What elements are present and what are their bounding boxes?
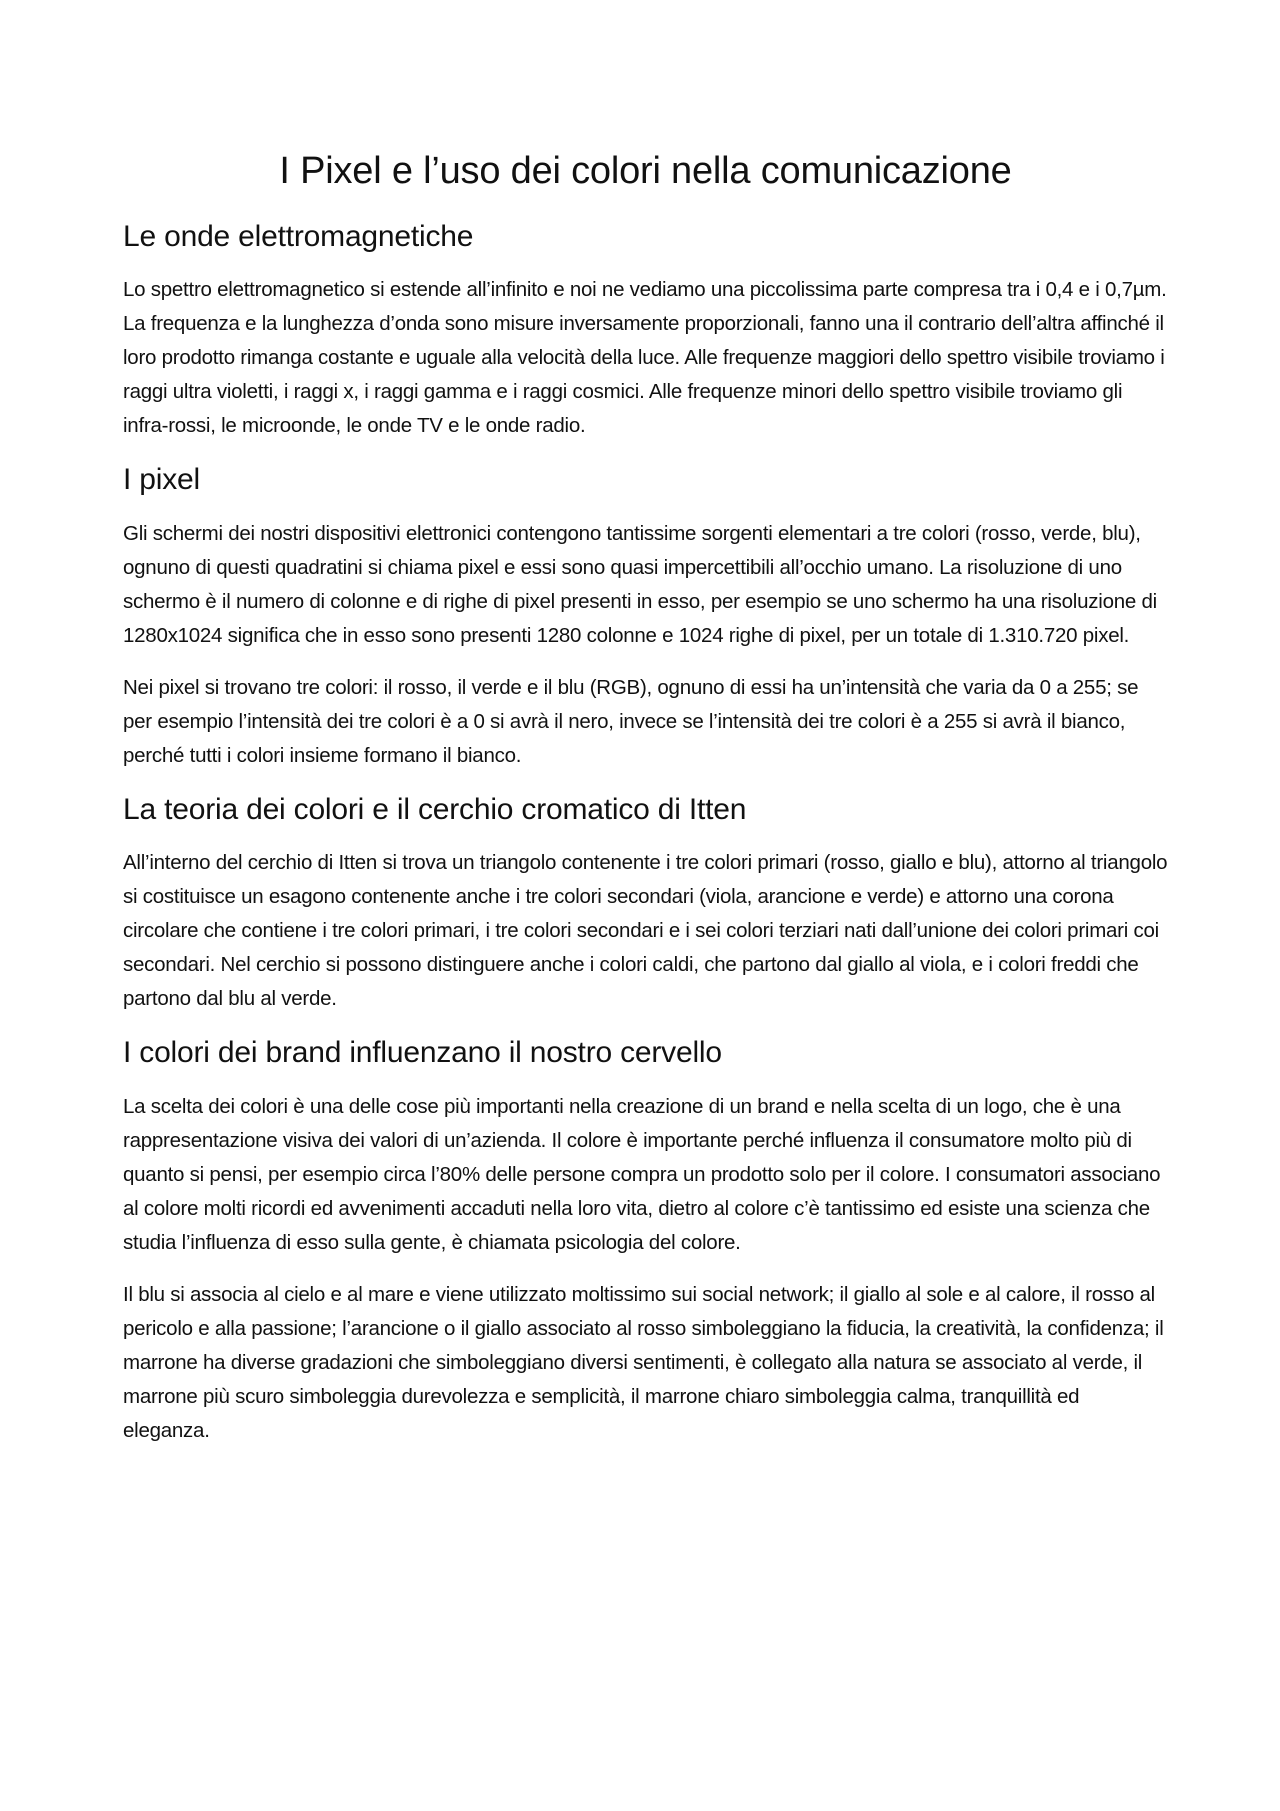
paragraph: Nei pixel si trovano tre colori: il rosso, il verde e il blu (RGB), ognuno di essi ha un’intensità che varia da 0 a 255; se per esempio l’intensità dei tre colori è a 0 si avrà il nero, invece se l’intensità dei tre colori è a 255 si avrà il bianco, perché tutti i colori insieme formano il bianco. bbox=[123, 675, 1139, 767]
section-heading: La teoria dei colori e il cerchio cromatico di Itten bbox=[123, 792, 747, 826]
paragraph: All’interno del cerchio di Itten si trova un triangolo contenente i tre colori primari (rosso, giallo e blu), attorno al triangolo si costituisce un esagono contenente anche i tre colori secondari (viola, arancione e verde) e attorno una corona circolare che contiene i tre colori primari, i tre colori secondari e i sei colori terziari nati dall’unione dei colori primari coi secondari. Nel cerchio si possono distinguere anche i colori caldi, che partono dal giallo al viola, e i colori freddi che partono dal blu al verde. bbox=[123, 851, 1168, 1010]
section-onde-elettromagnetiche bbox=[123, 218, 1168, 444]
section-heading: I pixel bbox=[123, 463, 200, 496]
section-colori-brand bbox=[123, 1034, 1168, 1448]
paragraph: Gli schermi dei nostri dispositivi elettronici contengono tantissime sorgenti elementari a tre colori (rosso, verde, blu), ognuno di questi quadratini si chiama pixel e essi sono quasi impercettibili all’occhio umano. La risoluzione di uno schermo è il numero di colonne e di righe di pixel presenti in esso, per esempio se uno schermo ha una risoluzione di 1280x1024 significa che in esso sono presenti 1280 colonne e 1024 righe di pixel, per un totale di 1.310.720 pixel. bbox=[123, 521, 1157, 647]
paragraph: Il blu si associa al cielo e al mare e viene utilizzato moltissimo sui social network; il giallo al sole e al calore, il rosso al pericolo e alla passione; l’arancione o il giallo associato al rosso simboleggiano la fiducia, la creatività, la confidenza; il marrone ha diverse gradazioni che simboleggiano diversi sentimenti, è collegato alla natura se associato al verde, il marrone più scuro simboleggia durevolezza e semplicità, il marrone chiaro simboleggia calma, tranquillità ed eleganza. bbox=[123, 1282, 1164, 1442]
section-heading: Le onde elettromagnetiche bbox=[123, 219, 474, 253]
document-title: I Pixel e l’uso dei colori nella comunicazione bbox=[279, 150, 1012, 192]
section-heading: I colori dei brand influenzano il nostro cervello bbox=[123, 1036, 722, 1069]
section-teoria-colori bbox=[123, 791, 1168, 1017]
paragraph: La scelta dei colori è una delle cose più importanti nella creazione di un brand e nella scelta di un logo, che è una rappresentazione visiva dei valori di un’azienda. Il colore è importante perché influenza il consumatore molto più di quanto si pensi, per esempio circa l’80% delle persone compra un prodotto solo per il colore. I consumatori associano al colore molti ricordi ed avvenimenti accaduti nella loro vita, dietro al colore c’è tantissimo ed esiste una scienza che studia l’influenza di esso sulla gente, è chiamata psicologia del colore. bbox=[123, 1094, 1161, 1254]
section-pixel bbox=[123, 461, 1168, 773]
paragraph: Lo spettro elettromagnetico si estende all’infinito e noi ne vediamo una piccolissima parte compresa tra i 0,4 e i 0,7µm. La frequenza e la lunghezza d’onda sono misure inversamente proporzionali, fanno una il contrario dell’altra affinché il loro prodotto rimanga costante e uguale alla velocità della luce. Alle frequenze maggiori dello spettro visibile troviamo i raggi ultra violetti, i raggi x, i raggi gamma e i raggi cosmici. Alle frequenze minori dello spettro visibile troviamo gli infra-rossi, le microonde, le onde TV e le onde radio. bbox=[123, 278, 1167, 437]
document-page bbox=[123, 148, 1168, 1466]
